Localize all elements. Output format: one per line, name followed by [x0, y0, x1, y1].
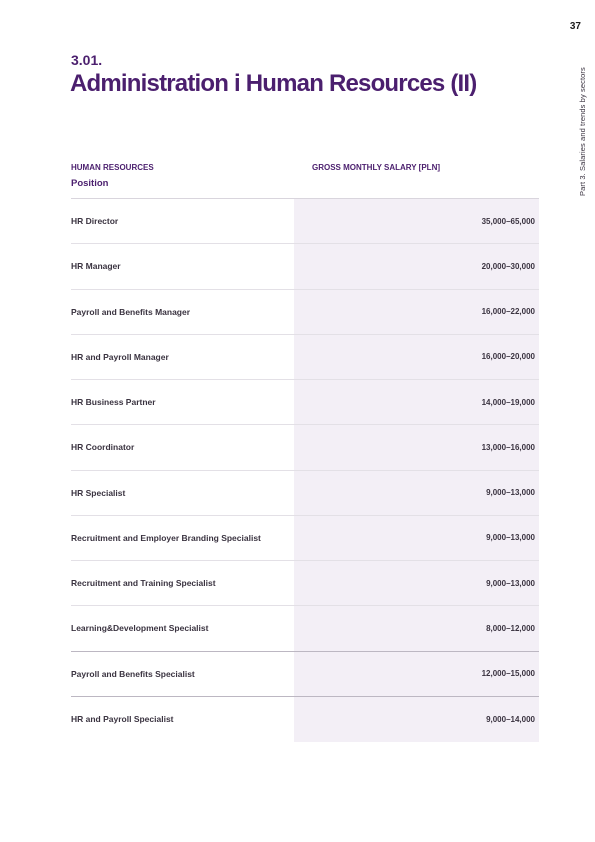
page-title: Administration i Human Resources (II)	[70, 70, 477, 97]
salary-column-header: GROSS MONTHLY SALARY [PLN]	[312, 163, 441, 172]
table-row	[71, 380, 539, 425]
salary-cell: 13,000–16,000	[481, 442, 535, 452]
salary-cell: 8,000–12,000	[486, 623, 535, 633]
page-number: 37	[569, 21, 581, 32]
position-column-header: Position	[71, 178, 109, 189]
table-row	[71, 244, 539, 289]
salary-cell: 14,000–19,000	[481, 397, 535, 407]
position-cell: HR Business Partner	[71, 397, 156, 408]
salary-cell: 9,000–13,000	[486, 533, 535, 543]
section-side-label: Part 3. Salaries and trends by sectors	[578, 67, 587, 196]
table-row	[71, 652, 539, 697]
salary-cell: 12,000–15,000	[481, 669, 535, 679]
position-cell: HR Manager	[71, 261, 121, 272]
position-cell: Recruitment and Employer Branding Specialist	[71, 532, 261, 543]
table-header	[71, 160, 539, 199]
section-number: 3.01.	[71, 52, 103, 68]
position-cell: HR Director	[71, 216, 119, 227]
table-row	[71, 425, 539, 470]
salary-cell: 9,000–13,000	[486, 578, 535, 588]
table-row	[71, 199, 539, 244]
salary-cell: 16,000–22,000	[481, 307, 535, 317]
position-cell: HR and Payroll Specialist	[71, 714, 174, 725]
salary-cell: 35,000–65,000	[481, 216, 535, 226]
table-row	[71, 606, 539, 651]
table-row	[71, 471, 539, 516]
category-header: HUMAN RESOURCES	[71, 163, 154, 172]
position-cell: HR Specialist	[71, 487, 126, 498]
position-cell: Recruitment and Training Specialist	[71, 578, 216, 589]
table-row	[71, 561, 539, 606]
salary-cell: 16,000–20,000	[481, 352, 535, 362]
table-body	[71, 199, 539, 742]
table-row	[71, 697, 539, 742]
table-row	[71, 516, 539, 561]
position-cell: Payroll and Benefits Specialist	[71, 668, 195, 679]
position-cell: Payroll and Benefits Manager	[71, 306, 191, 317]
position-cell: HR Coordinator	[71, 442, 135, 453]
salary-cell: 9,000–13,000	[486, 488, 535, 498]
salary-cell: 20,000–30,000	[481, 261, 535, 271]
position-cell: Learning&Development Specialist	[71, 623, 209, 634]
salary-table	[71, 160, 539, 742]
table-row	[71, 290, 539, 335]
salary-cell: 9,000–14,000	[486, 714, 535, 724]
table-row	[71, 335, 539, 380]
position-cell: HR and Payroll Manager	[71, 351, 169, 362]
